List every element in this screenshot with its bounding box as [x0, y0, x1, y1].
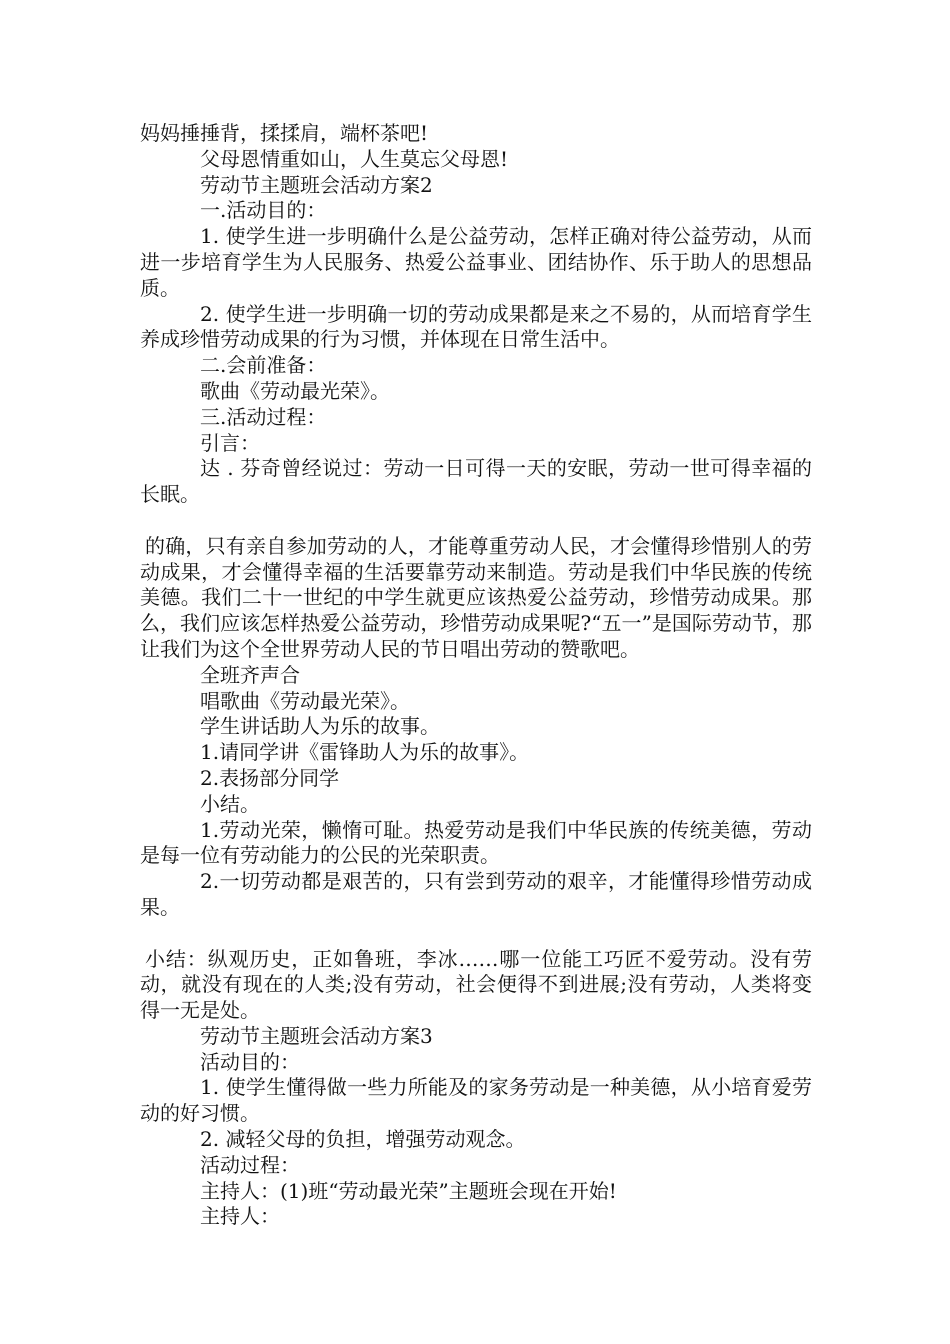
paragraph: 2. 减轻父母的负担，增强劳动观念。: [200, 1127, 526, 1152]
heading: 一.活动目的：: [200, 198, 327, 223]
section-title: 劳动节主题班会活动方案3: [200, 1023, 433, 1048]
paragraph: 的确，只有亲自参加劳动的人，才能尊重劳动人民，才会懂得珍惜别人的劳动成果，才会懂得幸福的生活要靠劳动来制造。劳动是我们中华民族的传统美德。我们二十一世纪的中学生就更应该热爱公益劳动，珍惜劳动成果。那么，我们应该怎样热爱公益劳动，珍惜劳动成果呢?“五一”是国际劳动节，那让我们为这个全世界劳动人民的节日唱出劳动的赞歌吧。: [140, 533, 812, 661]
paragraph: 父母恩情重如山，人生莫忘父母恩!: [200, 146, 509, 171]
heading: 活动目的：: [200, 1049, 300, 1074]
paragraph: 引言：: [200, 430, 260, 455]
paragraph: 全班齐声合: [200, 662, 300, 687]
paragraph: 2.表扬部分同学: [200, 765, 340, 790]
document-body: [140, 121, 812, 1230]
paragraph: 达 . 芬奇曾经说过：劳动一日可得一天的安眠，劳动一世可得幸福的长眠。: [140, 456, 812, 507]
paragraph: 2. 使学生进一步明确一切的劳动成果都是来之不易的，从而培育学生养成珍惜劳动成果的行为习惯，并体现在日常生活中。: [140, 301, 812, 352]
section-title: 劳动节主题班会活动方案2: [200, 172, 433, 197]
paragraph: 小结：纵观历史，正如鲁班，李冰……哪一位能工巧匠不爱劳动。没有劳动，就没有现在的人类;没有劳动，社会便得不到进展;没有劳动，人类将变得一无是处。: [140, 946, 812, 1023]
paragraph: 1. 使学生进一步明确什么是公益劳动，怎样正确对待公益劳动，从而进一步培育学生为人民服务、热爱公益事业、团结协作、乐于助人的思想品质。: [140, 224, 812, 300]
paragraph: 唱歌曲《劳动最光荣》。: [200, 688, 410, 713]
paragraph: 1.劳动光荣，懒惰可耻。热爱劳动是我们中华民族的传统美德，劳动是每一位有劳动能力的公民的光荣职责。: [140, 817, 812, 868]
paragraph: 1.请同学讲《雷锋助人为乐的故事》。: [200, 740, 530, 765]
paragraph: 小结。: [200, 791, 260, 816]
paragraph: 歌曲《劳动最光荣》。: [200, 378, 390, 403]
paragraph: 1. 使学生懂得做一些力所能及的家务劳动是一种美德，从小培育爱劳动的好习惯。: [140, 1075, 812, 1126]
heading: 活动过程：: [200, 1152, 300, 1177]
paragraph: 妈妈捶捶背，揉揉肩，端杯茶吧!: [140, 121, 429, 145]
paragraph: 学生讲话助人为乐的故事。: [200, 714, 440, 739]
paragraph: 2.一切劳动都是艰苦的，只有尝到劳动的艰辛，才能懂得珍惜劳动成果。: [140, 869, 812, 919]
paragraph: 主持人：: [200, 1204, 280, 1229]
heading: 二.会前准备：: [200, 353, 327, 378]
heading: 三.活动过程：: [200, 404, 327, 429]
paragraph: 主持人：(1)班“劳动最光荣”主题班会现在开始!: [200, 1178, 617, 1203]
